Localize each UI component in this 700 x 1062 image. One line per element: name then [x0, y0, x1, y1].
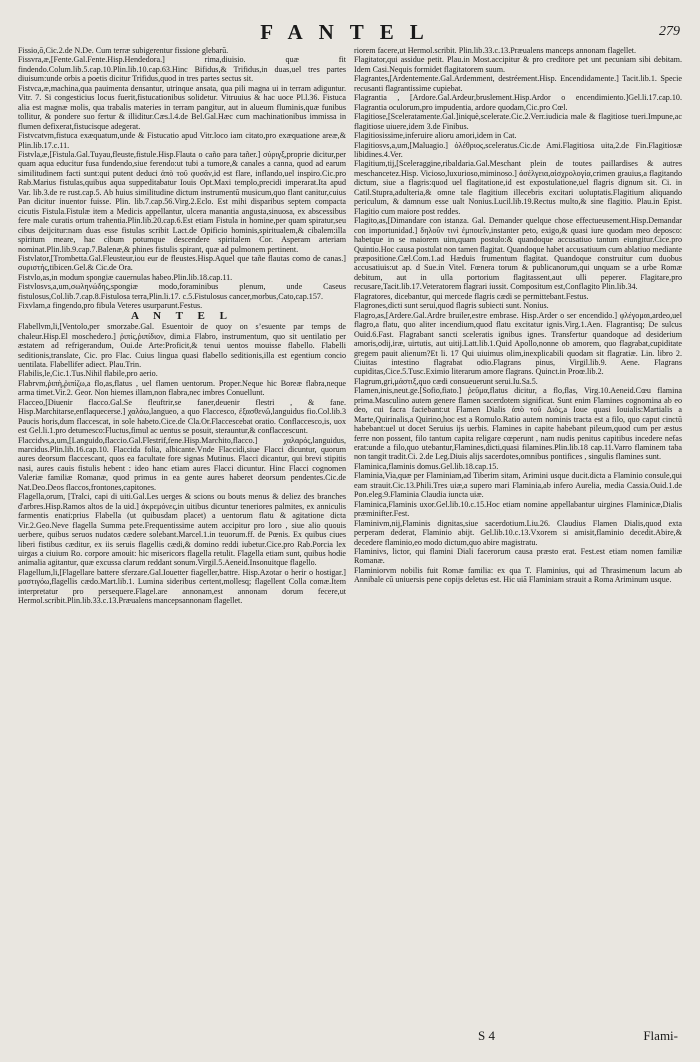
dictionary-entry: Flamen,inis,neut.ge.[Sofio,fiato.] ῥεῦμα,flatus dicitur, a flo,flas, Virg.10.Aeneid.Cœu flamina prima.Masculino autem genere flamen sacerdotem significat. Sunt enim Flamines cognomina ab eo deo, cui facra faciebant:ut Flamen Dialis ἀπὸ τοῦ Διός,a Ioue quasi Iouialis:Martialis a Marte,Quirinalis,a Quirino,hoc est a Romulo.Ratio autem nominis tracta est a filo, quo caput cinctū habebant:uel ut docet Seruius ijs uerbis. Flamines in capite habebant pileum,quod cum per æstus ferre non possent, filo tantum capita religare cœperunt , nam nudis penitus capitibus incedere nefas erat:unde a filo,quo utebantur,Flamines,dicti,quasi filamines.Plin.lib.18 cap.11.Varro flaminem taba non tangit tradit.Ci. 2.de Leg.Diuis alijs sacerdotes,omnibus pontifices , singulis flamines sunt. [354, 386, 682, 462]
right-column [354, 46, 682, 606]
dictionary-entry: Fixvlam,a fingendo,pro fibula Veteres usurparunt.Festus. [18, 301, 203, 311]
dictionary-entry: Fistvla,æ,[Fistula.Gal.Tuyau,fleuste,fistule.Hisp.Flauta o caño para tañer.] σύριγξ,proprie dicitur,per quam aqua educitur fusa fundendo,siue ferendo:ut tubi a tumore,& canales a canna, quod ad earum similitudinem facti sunt:qui putent deduci ἀπὸ τοῦ φυσᾶν,id est flare, inflando,uel inspiro.Cic.pro Rab.Marius fistulas,quibus aqua suppeditabatur Iouis Opt.Maxi templo,precidi imperarat.Ita apud Var. lib.3.de re rust.cap.5. Ab huius similitudine dictum instrumentū musicum,quo flant canitur,cuius Pan dicitur inuentor fuisse. Plin. lib.7.cap.56.Virg.2.Eclo. Est mihi disparibus septem compacta cicutis Fistula.Fistulæ item a Medicis appellantur, ulcera manantia angusta,sinuosa, ex abscessibus fere male curatis ortum trahentia.Plin.lib.20.cap.6.Est etiam Fistula in homine,per quam spiratur,seu cibus deijcitur:nam duas esse fistulas scribit Lact.de Opificio hominis,spiritualem,& cibalem:illa spiritum meare, hac cibum potumque descendere spiritalem Cor. Asperam arteriam nominat.Plin.lib.9.cap.7.Balenæ,& phines fistulis spirant, quæ ad pulmonem pertinent. [18, 149, 346, 254]
dictionary-entry: Flaminiorvm nobilis fuit Romæ familia: ex qua T. Flaminius, qui ad Thrasimenum lacum ab Annibale cū uniuersis pene copijs deletus est. Hic uiā Flaminiam strauit a Roma Ariminum usque. [354, 565, 682, 585]
dictionary-entry: Flagro,as,[Ardere.Gal.Ardre bruiler,estre embrase. Hisp.Arder o ser encendido.] φλέγομαι,ardeo,uel flagro,a flatu, quo aliter incendium,quod flatu excitatur ignis.Virg.1.Aen. Flagrantisq; De sulcus Ouid.6.Fast. Flagrabant sancti sceleratis ignibus ignes. Transfertur quandoque ad desiderium amoris,odij,iræ, uirtutis, aut uitij.Latt.lib.1.Quid Apollo,nonne ob amorem, quo flagrabat,cupiditate gregem pauit alienum?Et li. 17 Qui uiuimus olim,inexplicabili quodam sit flagratiæ. Lin. libro 2. Ciuitas intestino flagrabat odio.Flagrans pinus, Virgil.lib.9. Aene. Flagrans cupiditas,Cice.5.Tusc.Eximio literarum amore flagrans. Quinct.in Proœ.lib.2. [354, 310, 682, 377]
section-heading: A N T E L [131, 309, 233, 322]
dictionary-entry: Flagito,as,[Dimandare con istanza. Gal. Demander quelque chose effectueusement.Hisp.Demandar con importunidad.] δηλοῦν τινὶ ἐμποιεῖν,instanter peto, exigo,& quasi iure quodam meo deposco: habetque in se maiorem uim,quam postulo:& quandoque accusatiuo tantum eiungitur.Cice.pro Quintio.Hoc causa postulat non tamen flagitat. Quandoque habet accusatiuum cum ablatiuo mediante præpositione.Cæl.Com.1.ad Hæduis frumentum flagitat. Quandoque construitur cum duobus accusatiuis:ut ap. d Sue.in Vitel. Fœnera torum & publicanorum,qui unquam se a urbe Romæ debitum, aut in ulla portorium flagitassent,aut ulli peperer. Flagitare,pro recusare,Tacit.lib.17.Veteratorem flagrari iussit. Compositum est,Conflagito Plin.lib.34. [354, 216, 682, 292]
dictionary-entry: Flagitiosissime,inferuire alioru amori,idem in Cat. [354, 131, 517, 141]
dictionary-entry: Fistvcatvm,fistuca exæquatum,unde & Fistucatio apud Vitr.loco iam citato,pro exæquatione areæ,& Plin.lib.17.c.11. [18, 131, 346, 150]
left-entries-after [18, 322, 346, 606]
dictionary-entry: Fissio,ō,Cic.2.de N.De. Cum terræ subigerentur fissione glebarū. [18, 46, 229, 55]
page-header [18, 20, 682, 46]
dictionary-entry: Flagella,orum, [Tralci, capi di uiti.Gal.Les uerges & scions ou bouts menus & deliez des branches d'arbres.Hisp.Ramos altos de la uid.] ἀκρεμόνες,in uitibus dicuntur teneriores palmites, ex anniculis farmentis enati:prius Flabella (ut quibusdam placet) a uentorum flatu & agitatione dicta Vir.2.Geo.Neve flagella Summa pete.Frequentissime autem accipitur pro loro , siue alio quouis uerbere, quibus seruos nudatos cædere solebant.Marcel.1.in teuorum.ff. de Pœnis. Ex quibus ciues liberi fistibus cæditur, ex iis seruis flagellis cædi,& domino reddi iubetur.Cice.pro Rab.Porcia lex uirgas a ciuium Ro. corpore amouit: hic misericors flagella retulit. Flagella etiam sunt, quibus hodie animalia agitantur, quæ excussa clarum reddant sonum.Virgil.5.Aeneid.Insonuitque flagello. [18, 492, 346, 568]
dictionary-entry: Flagitiosvs,a,um,[Maluagio.] ὀλέθριος,sceleratus.Cic.de Ami.Flagitiosa uita,2.de Fin.Flagitiosæ libidines.4.Ver. [354, 140, 682, 159]
dictionary-entry: Fistvlator,[Trombetta.Gal.Fleusteur,iou eur de fleustes.Hisp.Aquel que tañe flautas como de canas.] συριστής,tibicen.Gel.& Cic.de Ora. [18, 253, 346, 273]
dictionary-entry: Flaminica,Flaminis uxor.Gel.lib.10.c.15.Hoc etiam nomine appellabantur uirgines Flaminicæ,Dialis præminifter.Fest. [354, 499, 682, 519]
dictionary-entry: Flagitium,tij,[Sceleraggine,ribaldaria.Gal.Meschant plein de toutes paillardises & autres meschancetez.Hisp. Vicioso,luxurioso,miminoso.] ἀσέλγεια,αἰσχρολογία,crimen grauius,a flagitando dictum, siue a flagris:quod uel flagitatione,id est expostulatione,uel flagris dignum sit. Ci. in Catil.Stupra,adulteria,& omne tale flagitium illecebris excitari uoluptatis.Flagitium aliquando periculum, & damnum esse ualt Nonius.Lucil.lib.19.Rectus multo,& sine flagitio. Plau.in Epist. Flagitio cum maiore post reddes. [354, 159, 682, 216]
two-column-body [18, 46, 682, 606]
dictionary-entry: Flagrantia , [Ardore.Gal.Ardeur,bruslement.Hisp.Ardor o encendimiento.]Gel.li.17.cap.10. Flagrantia oculorum,pro impudentia, ardore quodam,Cic.pro Cœl. [354, 93, 682, 112]
left-entries-before [18, 46, 346, 311]
dictionary-entry: Flagitiose,[Sceleratamente.Gal.]iniquè,scelerate.Cic.2.Verr.iudicia male & flagitiose tueri.Impune,ac flagitiose uiuere,idem 3.de Finibus. [354, 112, 682, 131]
dictionary-entry: Fistvlo,as,in modum spongiæ cauernulas habeo.Plin.lib.18.cap.11. [18, 272, 233, 282]
running-title: FANTEL [260, 20, 440, 44]
dictionary-entry: Flaminivm,nij,Flaminis dignitas,siue sacerdotium.Liu.26. Claudius Flamen Dialis,quod exta perperam dederat, Flaminio abijt. Gel.lib.10.c.13.Vxorem si amisit,flaminio decedit.Abire,& decedere flaminio,eo modo dictum,quo abire magistratu. [354, 518, 682, 547]
dictionary-entry: Flagratores, dicebantur, qui mercede flagris cædi se permittebant.Festus. [354, 291, 589, 301]
signature-mark: S 4 [478, 1028, 495, 1043]
dictionary-entry: Flagrantes,[Ardentemente.Gal.Ardemment, destréement.Hisp. Encendidamente.] Tacit.lib.1. Specie recusanti flagrantissime cupiebat. [354, 74, 682, 93]
page-footer [398, 1028, 678, 1044]
dictionary-entry: Flabellvm,li,[Ventolo,per smorzabe.Gal. Esuentoir de quoy on s’esuente par temps de chaleur.Hisp.El moschedero.] ῥιπίς,ῥιπίδιον, dimi.a Flabro, instrumentum, quo sit uentilatio per æstatem ad refrigerandum, Oui.de Arte:Proficit,& tenui uentos mouisse flabello. Flabelli seditionis,translate, Cic. pro Flac. Cuius lingua quasi flabello seditionis,illa est egentium concio uentilata. Flabellifer adiect. Plau.Trin. [18, 322, 346, 369]
dictionary-entry: Flaminia,Via,quæ per Flaminiam,ad Tiberim sitam, Arimini usque ducit.dicta a Flaminio consule,qui eam strauit.Cic.13.Phili.Tres uiæ,a supero mari Flaminia,ab infero Aurelia, media Cassia.Ouid.1.de Pon.eleg.9.Flaminia Claudia iuncta uiæ. [354, 471, 682, 500]
dictionary-entry: Flagitator,qui assidue petit. Plau.in Most.accipitur & pro creditore pet unt pecuniam sibi debitam. Idem Casi.Nequis formidet flagitatorem suum. [354, 55, 682, 74]
dictionary-entry: Flaminica,flaminis domus.Gel.lib.18.cap.15. [354, 461, 499, 471]
dictionary-entry: Flabilis,le,Cic.1.Tus.Nihil flabile,pro aerio. [18, 369, 158, 379]
dictionary-entry: Flagrum,gri,μάστιξ,quo cædi consueuerunt serui.Iu.Sa.5. [354, 376, 538, 386]
left-column [18, 46, 346, 606]
dictionary-entry: Flagellum,li,[Flagellare battere sferzare.Gal.Iouetter fiageller,battre. Hisp.Azotar o herir o hostigar.] μαστιγόω,flagellis cædo.Mart.lib.1. Lumina sideribus certent,mollesq; flagellent Colla comæ.Item interpretatur pro persequere.Flagel.are annonam,est annonam dorum fecere,ut Hermol.scribit.Plin.lib.33.c.13.Præualens mancepsannonam flagellet. [18, 567, 346, 606]
catchword: Flami- [643, 1028, 678, 1043]
dictionary-entry: Flacceo,[Diuenir flacco.Gal.Se fleuftrir,se faner,deuenir flestri , & fane. Hisp.Marchitarse,enflaquecerse.] χαλάω,langueo, a quo Flaccesco, ἐξασθενῶ,languidus fio.Col.lib.3 Paucis horis,dum flaccescat, in sole habeto.Cice.de Cla.Or.Flaccescebat oratio. Conflaccesco,is, uox est Gel.li.1.pro detumesco:Fluctus,fimul ac uentus se posuit, sterauntur,& conflaccescunt. [18, 397, 346, 436]
page-number: 279 [659, 24, 680, 39]
dictionary-entry: Flaminivs, lictor, qui flamini Diali facerorum causa præsto erat. Fest.est etiam nomen familiæ Romanæ. [354, 547, 682, 566]
dictionary-entry: Fissvra,æ,[Fente.Gal.Fente.Hisp.Hendedora.] rima,diuisio. quæ fit findendo.Colum.lib.5.cap.10.Plin.lib.10.cap.63.Hinc Bifidus,& Trifidus,in duas,uel tres partes diuisum:unde orbis a poetis dicitur Trifidus,quod in tres partes sectus sit. [18, 55, 346, 84]
dictionary-entry: Flabrvm,ῥιπὴ,ῥιπίζω,a flo,as,flatus , uel flamen uentorum. Proper.Neque hic Boreæ flabra,neque arma timet.Vir.2. Geor. Non hiemes illam,non flabra,nec imbres Conuellunt. [18, 378, 346, 398]
dictionary-entry: Flaccidvs,a,um,[Languido,flaccio.Gal.Flestrif,fene.Hisp.Marchito,flacco.] χαλαρός,languidus, marcidus.Plin.lib.16.cap.10. Flaccida folia, albicante.Vnde Flaccidi,siue Flacci dicuntur, quorum aures deorsum flaccescant, quos ea facultate fore signas Mutinus. Flacci dicantur, qui brevi stipitis nasi, aures cauis fistulis hebent : ideo hanc etiam aures Flacci dicuntur. Hinc Flacci cognomen Valeriæ familiæ Romanæ, quod primus in ea gente aures haberet deorsum pendentes.Cic.de Nat.Deo.Deos flaccos,frontones,capitones. [18, 435, 346, 492]
dictionary-entry: Flagrones,dicti sunt serui,quod flagris subiecti sunt. Nonius. [354, 301, 549, 311]
dictionary-entry: Fistvca,æ,machina,qua pauimenta densantur, utrinque ansata, qua pili magna ui in terram adiguntur. Vitr. 7. Si congesticius locus fuerit,fistucationibus solidetur. Vitruuius & hac uoce Pl.l.36. Fistuca alia est magnæ molis, qua trabalis materies in terram pangitur, aut in alueum fluminis,quæ funibus tollitur, & pondere suo fertur & illiditur.Cæs.l.4.de Bel.Gal.Hæc cum machinationibus immissa in flumen defixerat,fistucisque adegerat. [18, 83, 346, 131]
dictionary-entry: riorem facere,ut Hermol.scribit. Plin.lib.33.c.13.Præualens manceps annonam flagellet. [354, 46, 637, 55]
dictionary-entry: Fistvlosvs,a,um,σωληνώδης,spongiæ modo,foraminibus plenum, unde Caseus fistulosus,Col.lib.7.cap.8.Fistulosa terra,Plin.li.17. c.5.Fistulosus cancer,morbus,Cato,cap.157. [18, 282, 346, 301]
